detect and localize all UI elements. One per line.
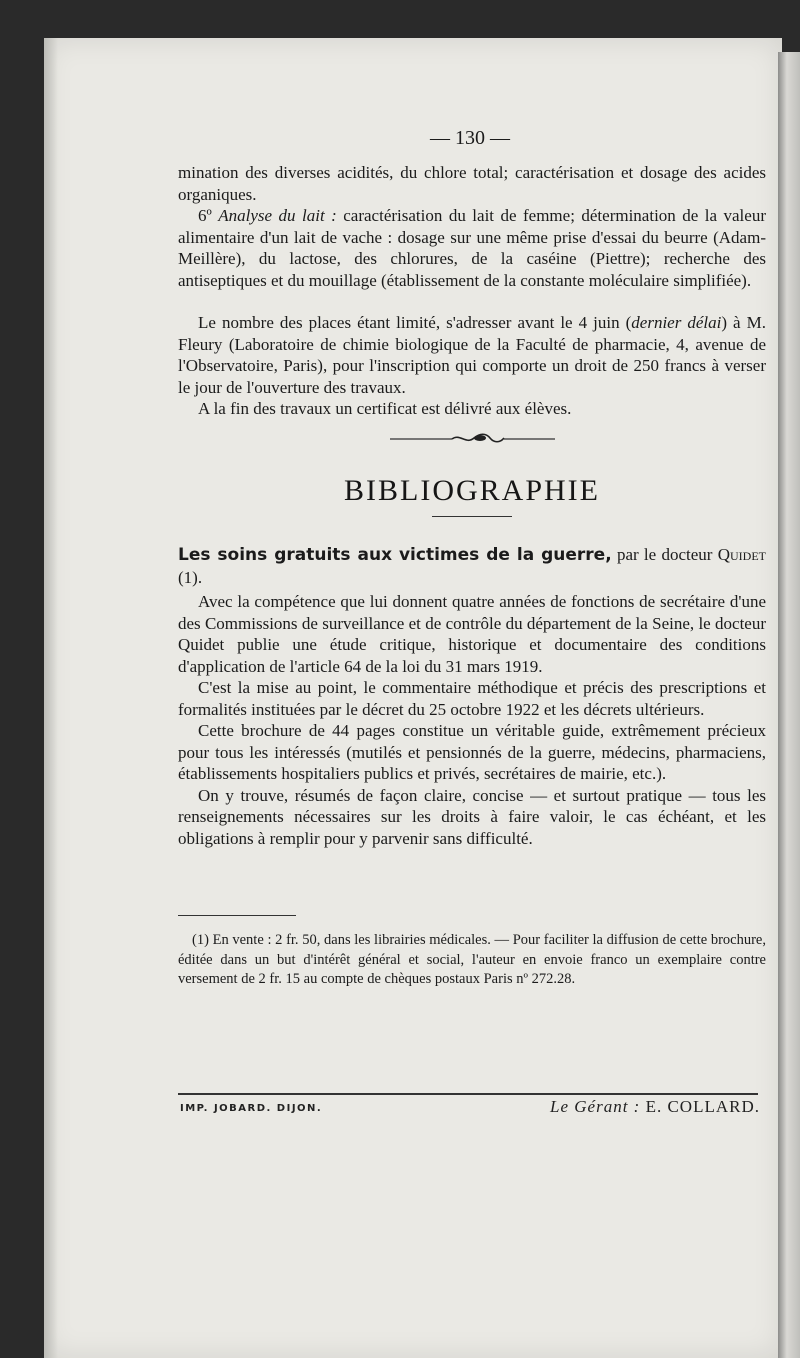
book-title: Les soins gratuits aux victimes de la guerre, — [178, 545, 612, 565]
paragraph-inscription — [178, 312, 766, 398]
footnote: (1) En vente : 2 fr. 50, dans les librairies médicales. — Pour faciliter la diffusion de cette brochure, éditée dans un but d'intérêt général et social, l'auteur en envoie franco un exemplaire contre versement de 2 fr. 15 au compte de chèques postaux Paris nº 272.28. — [178, 932, 766, 987]
item-title: Analyse du lait : — [218, 206, 337, 225]
book-entry — [178, 544, 766, 588]
printer-imprint: IMP. JOBARD. DIJON. — [180, 1103, 323, 1114]
section-analysis-text — [178, 162, 766, 291]
section-registration-text — [178, 312, 766, 420]
book-author-prefix: par le docteur — [611, 545, 718, 564]
heading-rule — [432, 516, 512, 517]
inscription-deadline: dernier délai — [631, 313, 722, 332]
review-paragraph-1: Avec la compétence que lui donnent quatre années de fonctions de secrétaire d'une des Commissions de surveillance et de contrôle du département de la Seine, le docteur Quidet publie une étude critique, historique et documentaire des conditions d'application de l'article 64 de la loi du 31 mars 1919. — [178, 592, 766, 676]
ornament-divider — [390, 430, 555, 446]
footnote-rule — [178, 915, 296, 916]
paragraph-certificat: A la fin des travaux un certificat est délivré aux élèves. — [198, 399, 572, 418]
inscription-start: Le nombre des places étant limité, s'adresser avant le 4 juin ( — [198, 313, 632, 332]
book-footnote-ref: (1). — [178, 567, 203, 587]
gerant-signature — [550, 1097, 760, 1117]
bibliography-heading: BIBLIOGRAPHIE — [344, 474, 600, 507]
item-number: 6º — [198, 206, 219, 225]
review-paragraph-3: Cette brochure de 44 pages constitue un véritable guide, extrêmement précieux pour tous les intéressés (mutilés et pensionnés de la guerre, médecins, pharmaciens, établissements hospitaliers publics et privés, secrétaires de mairie, etc.). — [178, 721, 766, 783]
review-paragraph-2: C'est la mise au point, le commentaire méthodique et précis des prescriptions et formalités instituées par le décret du 25 octobre 1922 et les décrets ultérieurs. — [178, 678, 766, 719]
bibliography-review — [178, 544, 766, 849]
item-body: caractérisation du lait de femme; détermination de la valeur alimentaire d'un lait de vache : dosage sur une même prise d'essai du beurre (Adam-Meillère), du lactose, des chlorures, de la caséine (Piettre); recherche des antiseptiques et du mouillage (établissement de la constante moléculaire simplifiée). — [178, 206, 766, 290]
footer-rule — [178, 1093, 758, 1095]
gerant-name: E. COLLARD. — [640, 1097, 760, 1116]
inscription-end: ) à M. Fleury (Laboratoire de chimie biologique de la Faculté de pharmacie, 4, avenue de l'Observatoire, Paris), pour l'inscription qui comporte un droit de 250 francs à verser le jour de l'ouverture des travaux. — [178, 313, 766, 397]
gerant-label: Le Gérant : — [550, 1097, 641, 1116]
page-number: — 130 — — [430, 127, 510, 149]
paragraph-analyse-lait — [178, 205, 766, 291]
paragraph-acidites: mination des diverses acidités, du chlore total; caractérisation et dosage des acides organiques. — [178, 163, 766, 204]
review-paragraph-4: On y trouve, résumés de façon claire, concise — et surtout pratique — tous les renseignements nécessaires sur les droits à faire valoir, le cas échéant, et les obligations à remplir pour y parvenir sans difficulté. — [178, 785, 766, 848]
book-author-name: Quidet — [717, 545, 766, 564]
page-left-shadow — [44, 38, 58, 1358]
page-right-edge — [778, 52, 800, 1358]
